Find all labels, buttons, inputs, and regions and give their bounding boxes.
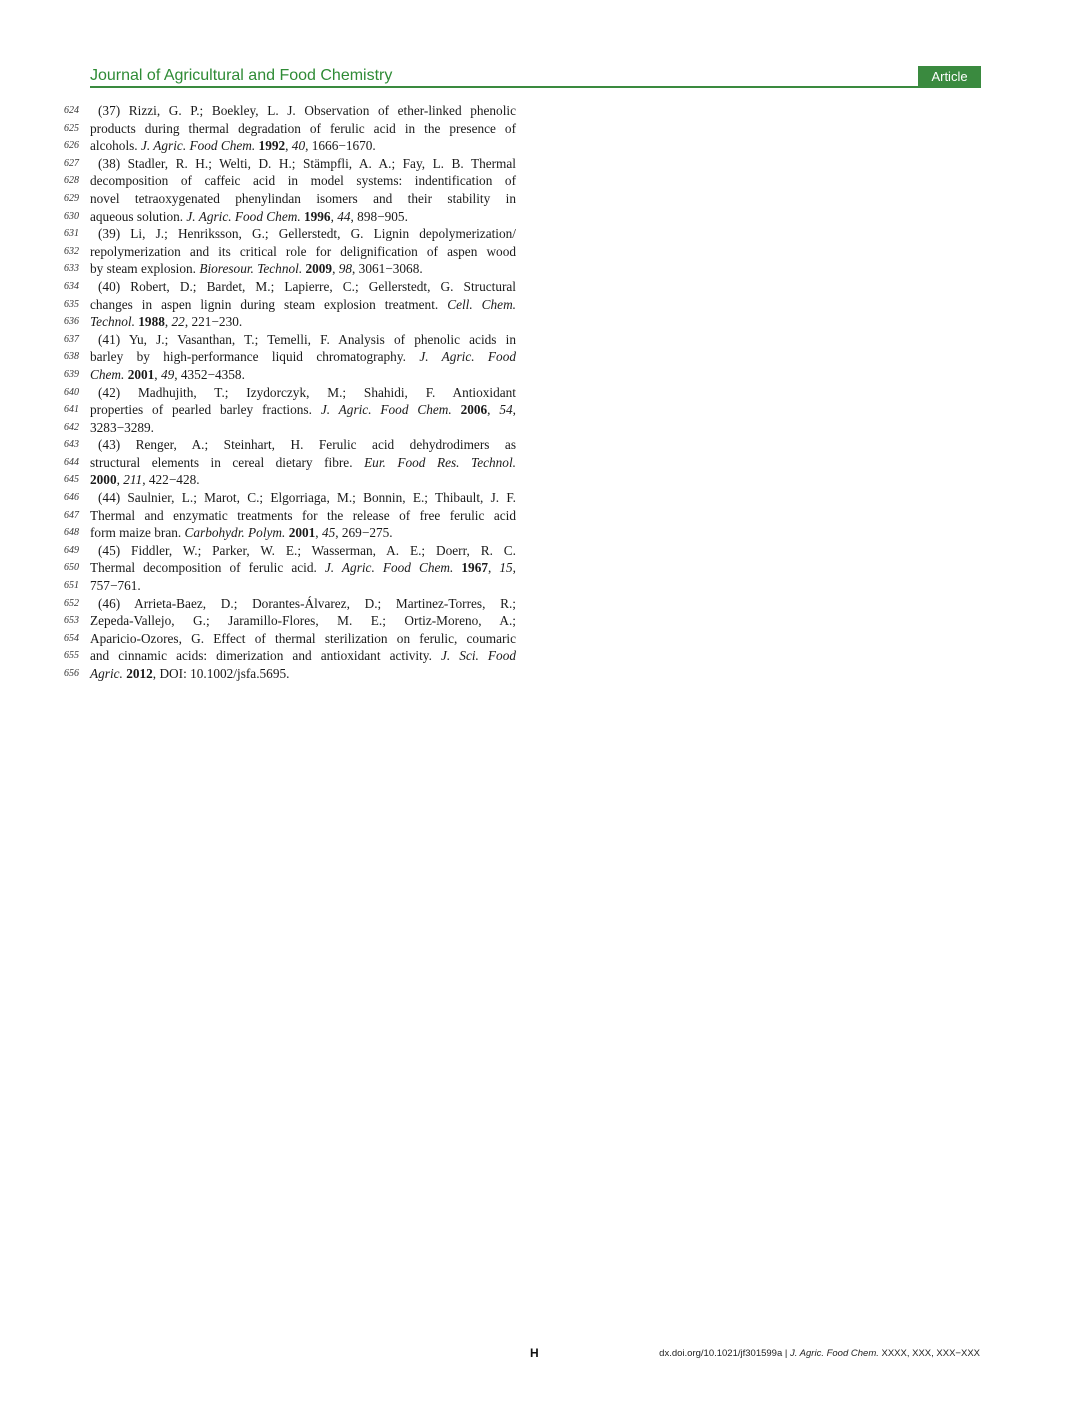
plain-text: (38) Stadler, R. H.; Welti, D. H.; Stämpfli, A. A.; Fay, L. B. Thermal bbox=[98, 155, 516, 171]
reference-line bbox=[64, 665, 516, 683]
plain-text: (42) Madhujith, T.; Izydorczyk, M.; Shahidi, F. Antioxidant bbox=[98, 384, 516, 400]
reference-line bbox=[64, 630, 516, 648]
plain-text: , bbox=[512, 402, 516, 418]
reference-text bbox=[90, 436, 516, 454]
reference-entry bbox=[64, 155, 516, 225]
italic-text: J. Sci. Food bbox=[441, 648, 517, 664]
reference-line bbox=[64, 647, 516, 665]
bold-text: 2001 bbox=[127, 366, 155, 382]
reference-entry bbox=[64, 102, 516, 155]
plain-text: , 4352−4358. bbox=[174, 366, 245, 382]
plain-text: and cinnamic acids: dimerization and antioxidant activity. bbox=[90, 648, 441, 664]
plain-text: , bbox=[512, 560, 516, 576]
plain-text: , bbox=[487, 560, 500, 576]
reference-text bbox=[90, 102, 516, 120]
line-number: 627 bbox=[64, 157, 79, 169]
line-number: 639 bbox=[64, 368, 79, 380]
reference-line bbox=[64, 577, 516, 595]
reference-line bbox=[64, 243, 516, 261]
plain-text: barley by high-performance liquid chromatography. bbox=[90, 349, 420, 365]
reference-entry bbox=[64, 489, 516, 542]
line-number: 649 bbox=[64, 544, 79, 556]
reference-text bbox=[90, 524, 516, 542]
plain-text: , 221−230. bbox=[184, 314, 243, 330]
doi-prefix: dx.doi.org/10.1021/jf301599a | bbox=[659, 1348, 790, 1359]
reference-line bbox=[64, 507, 516, 525]
line-number: 652 bbox=[64, 597, 79, 609]
reference-text bbox=[90, 489, 516, 507]
italic-text: Cell. Chem. bbox=[447, 296, 517, 312]
plain-text: , bbox=[315, 525, 322, 541]
plain-text: (45) Fiddler, W.; Parker, W. E.; Wasserman, A. E.; Doerr, R. C. bbox=[98, 542, 516, 558]
italic-text: 22 bbox=[171, 314, 185, 330]
italic-text: Bioresour. Technol. bbox=[199, 261, 303, 277]
plain-text: , bbox=[332, 261, 339, 277]
page-header bbox=[90, 66, 981, 88]
reference-line bbox=[64, 208, 516, 226]
reference-entry bbox=[64, 542, 516, 595]
reference-entry bbox=[64, 331, 516, 384]
reference-text bbox=[90, 120, 516, 138]
reference-text bbox=[90, 647, 516, 665]
journal-title[interactable]: Journal of Agricultural and Food Chemistry bbox=[90, 67, 393, 84]
reference-line bbox=[64, 454, 516, 472]
line-number: 654 bbox=[64, 632, 79, 644]
header-rule bbox=[90, 86, 918, 88]
plain-text: (43) Renger, A.; Steinhart, H. Ferulic acid dehydrodimers as bbox=[98, 437, 516, 453]
reference-text bbox=[90, 577, 516, 595]
italic-text: Eur. Food Res. Technol. bbox=[364, 454, 516, 470]
reference-line bbox=[64, 489, 516, 507]
reference-line bbox=[64, 419, 516, 437]
reference-line bbox=[64, 155, 516, 173]
line-number: 643 bbox=[64, 439, 79, 451]
italic-text: 40 bbox=[291, 138, 306, 154]
plain-text: , bbox=[154, 366, 161, 382]
page-letter: H bbox=[530, 1346, 539, 1360]
bold-text: 1992 bbox=[258, 138, 286, 154]
plain-text: aqueous solution. bbox=[90, 208, 187, 224]
reference-text bbox=[90, 366, 516, 384]
line-number: 647 bbox=[64, 509, 79, 521]
reference-line bbox=[64, 296, 516, 314]
reference-line bbox=[64, 612, 516, 630]
reference-text bbox=[90, 296, 516, 314]
italic-text: 44 bbox=[337, 208, 351, 224]
line-number: 641 bbox=[64, 404, 79, 416]
italic-text: Chem. bbox=[90, 366, 125, 382]
reference-text bbox=[90, 278, 516, 296]
line-number: 656 bbox=[64, 668, 79, 679]
plain-text: , bbox=[164, 314, 172, 330]
bold-text: 1967 bbox=[461, 560, 488, 576]
reference-entry bbox=[64, 225, 516, 278]
line-number: 636 bbox=[64, 316, 79, 328]
reference-text bbox=[90, 348, 516, 366]
reference-line bbox=[64, 313, 516, 331]
reference-entry bbox=[64, 278, 516, 331]
plain-text: by steam explosion. bbox=[90, 261, 200, 277]
italic-text: Carbohydr. Polym. bbox=[184, 525, 286, 541]
reference-text bbox=[90, 190, 516, 208]
plain-text: products during thermal degradation of ferulic acid in the presence of bbox=[90, 120, 516, 136]
plain-text: novel tetraoxygenated phenylindan isomers and their stability in bbox=[90, 190, 516, 206]
plain-text: properties of pearled barley fractions. bbox=[90, 402, 321, 418]
line-number: 642 bbox=[64, 421, 79, 433]
reference-text bbox=[90, 559, 516, 577]
bold-text: 2000 bbox=[90, 472, 117, 488]
italic-text: J. Agric. Food Chem. bbox=[186, 208, 301, 224]
line-number: 648 bbox=[64, 527, 79, 539]
italic-text: J. Agric. Food Chem. bbox=[140, 138, 256, 154]
line-number: 625 bbox=[64, 122, 79, 134]
reference-text bbox=[90, 208, 516, 226]
line-number: 634 bbox=[64, 280, 79, 292]
plain-text: (46) Arrieta-Baez, D.; Dorantes-Álvarez, D.; Martinez-Torres, R.; bbox=[98, 595, 516, 611]
reference-text bbox=[90, 155, 516, 173]
bold-text: 1988 bbox=[138, 314, 165, 330]
reference-text bbox=[90, 630, 516, 648]
reference-line bbox=[64, 190, 516, 208]
reference-line bbox=[64, 471, 516, 489]
italic-text: Technol. bbox=[90, 314, 135, 330]
reference-text bbox=[90, 313, 516, 331]
plain-text: , bbox=[116, 472, 124, 488]
bold-text: 2006 bbox=[460, 402, 488, 418]
italic-text: 49 bbox=[160, 366, 175, 382]
plain-text: alcohols. bbox=[90, 138, 141, 154]
reference-line bbox=[64, 331, 516, 349]
reference-line bbox=[64, 137, 516, 155]
plain-text: , bbox=[487, 402, 500, 418]
plain-text: Zepeda-Vallejo, G.; Jaramillo-Flores, M. E.; Ortiz-Moreno, A.; bbox=[90, 613, 516, 629]
reference-line bbox=[64, 595, 516, 613]
line-number: 624 bbox=[64, 105, 79, 116]
reference-list bbox=[64, 102, 516, 683]
italic-text: Agric. bbox=[90, 666, 123, 681]
plain-text: (37) Rizzi, G. P.; Boekley, L. J. Observation of ether-linked phenolic bbox=[98, 103, 516, 118]
plain-text: , 1666−1670. bbox=[305, 138, 376, 154]
reference-line bbox=[64, 524, 516, 542]
plain-text: 757−761. bbox=[90, 578, 141, 594]
reference-line bbox=[64, 436, 516, 454]
reference-text bbox=[90, 172, 516, 190]
reference-text bbox=[90, 542, 516, 560]
line-number: 635 bbox=[64, 298, 79, 310]
reference-line bbox=[64, 120, 516, 138]
reference-line bbox=[64, 278, 516, 296]
plain-text: , bbox=[285, 138, 292, 154]
line-number: 631 bbox=[64, 228, 79, 240]
reference-text bbox=[90, 331, 516, 349]
plain-text: , 422−428. bbox=[142, 472, 200, 488]
line-number: 633 bbox=[64, 263, 79, 275]
reference-text bbox=[90, 595, 516, 613]
reference-text bbox=[90, 612, 516, 630]
reference-entry bbox=[64, 595, 516, 683]
plain-text: , DOI: 10.1002/jsfa.5695. bbox=[152, 666, 290, 681]
reference-line bbox=[64, 559, 516, 577]
reference-entry bbox=[64, 384, 516, 437]
reference-line bbox=[64, 542, 516, 560]
plain-text: Thermal and enzymatic treatments for the release of free ferulic acid bbox=[90, 507, 516, 523]
line-number: 646 bbox=[64, 492, 79, 504]
doi-journal: J. Agric. Food Chem. bbox=[790, 1348, 879, 1359]
line-number: 650 bbox=[64, 562, 79, 574]
reference-text bbox=[90, 401, 516, 419]
reference-text bbox=[90, 384, 516, 402]
reference-line bbox=[64, 225, 516, 243]
plain-text: (41) Yu, J.; Vasanthan, T.; Temelli, F. Analysis of phenolic acids in bbox=[98, 331, 516, 347]
italic-text: J. Agric. Food bbox=[419, 349, 516, 365]
plain-text: , 898−905. bbox=[350, 208, 408, 224]
reference-text bbox=[90, 225, 516, 243]
line-number: 644 bbox=[64, 456, 79, 468]
reference-line bbox=[64, 172, 516, 190]
line-number: 626 bbox=[64, 140, 79, 152]
reference-line bbox=[64, 102, 516, 120]
plain-text: (44) Saulnier, L.; Marot, C.; Elgorriaga, M.; Bonnin, E.; Thibault, J. F. bbox=[98, 490, 516, 506]
reference-line bbox=[64, 384, 516, 402]
line-number: 638 bbox=[64, 351, 79, 363]
plain-text: (40) Robert, D.; Bardet, M.; Lapierre, C.; Gellerstedt, G. Structural bbox=[98, 278, 516, 294]
line-number: 632 bbox=[64, 245, 79, 257]
plain-text: , bbox=[330, 208, 338, 224]
reference-entry bbox=[64, 436, 516, 489]
italic-text: 54 bbox=[499, 402, 513, 418]
bold-text: 2009 bbox=[305, 261, 333, 277]
italic-text: J. Agric. Food Chem. bbox=[320, 402, 452, 418]
reference-text bbox=[90, 507, 516, 525]
reference-text bbox=[90, 665, 516, 683]
plain-text: (39) Li, J.; Henriksson, G.; Gellerstedt, G. Lignin depolymerization/ bbox=[98, 226, 516, 242]
plain-text: , 269−275. bbox=[335, 525, 393, 541]
line-number: 630 bbox=[64, 210, 79, 222]
bold-text: 1996 bbox=[303, 208, 331, 224]
plain-text: Aparicio-Ozores, G. Effect of thermal sterilization on ferulic, coumaric bbox=[90, 630, 516, 646]
line-number: 637 bbox=[64, 333, 79, 345]
reference-text bbox=[90, 419, 516, 437]
plain-text: form maize bran. bbox=[90, 525, 185, 541]
plain-text: decomposition of caffeic acid in model systems: indentification of bbox=[90, 173, 516, 189]
line-number: 655 bbox=[64, 650, 79, 662]
plain-text: changes in aspen lignin during steam explosion treatment. bbox=[90, 296, 448, 312]
reference-text bbox=[90, 471, 516, 489]
doi-suffix: XXXX, XXX, XXX−XXX bbox=[878, 1348, 980, 1359]
italic-text: J. Agric. Food Chem. bbox=[324, 560, 454, 576]
line-number: 653 bbox=[64, 615, 79, 627]
line-number: 640 bbox=[64, 386, 79, 398]
article-type-badge: Article bbox=[918, 66, 981, 88]
bold-text: 2001 bbox=[288, 525, 316, 541]
reference-line bbox=[64, 348, 516, 366]
plain-text: structural elements in cereal dietary fibre. bbox=[90, 454, 365, 470]
reference-text bbox=[90, 243, 516, 261]
line-number: 629 bbox=[64, 192, 79, 204]
plain-text: 3283−3289. bbox=[90, 419, 155, 435]
italic-text: 98 bbox=[338, 261, 353, 277]
line-number: 645 bbox=[64, 474, 79, 486]
italic-text: 45 bbox=[321, 525, 336, 541]
reference-line bbox=[64, 401, 516, 419]
plain-text: Thermal decomposition of ferulic acid. bbox=[90, 560, 325, 576]
line-number: 651 bbox=[64, 580, 79, 592]
reference-text bbox=[90, 454, 516, 472]
line-number: 628 bbox=[64, 175, 79, 187]
reference-text bbox=[90, 137, 516, 155]
reference-line bbox=[64, 260, 516, 278]
footer-doi[interactable] bbox=[659, 1348, 980, 1359]
reference-line bbox=[64, 366, 516, 384]
plain-text: , 3061−3068. bbox=[352, 261, 423, 277]
bold-text: 2012 bbox=[126, 666, 153, 681]
plain-text bbox=[452, 402, 461, 417]
italic-text: 15 bbox=[499, 560, 513, 576]
plain-text: repolymerization and its critical role for delignification of aspen wood bbox=[90, 243, 516, 259]
reference-text bbox=[90, 260, 516, 278]
italic-text: 211 bbox=[123, 472, 143, 488]
